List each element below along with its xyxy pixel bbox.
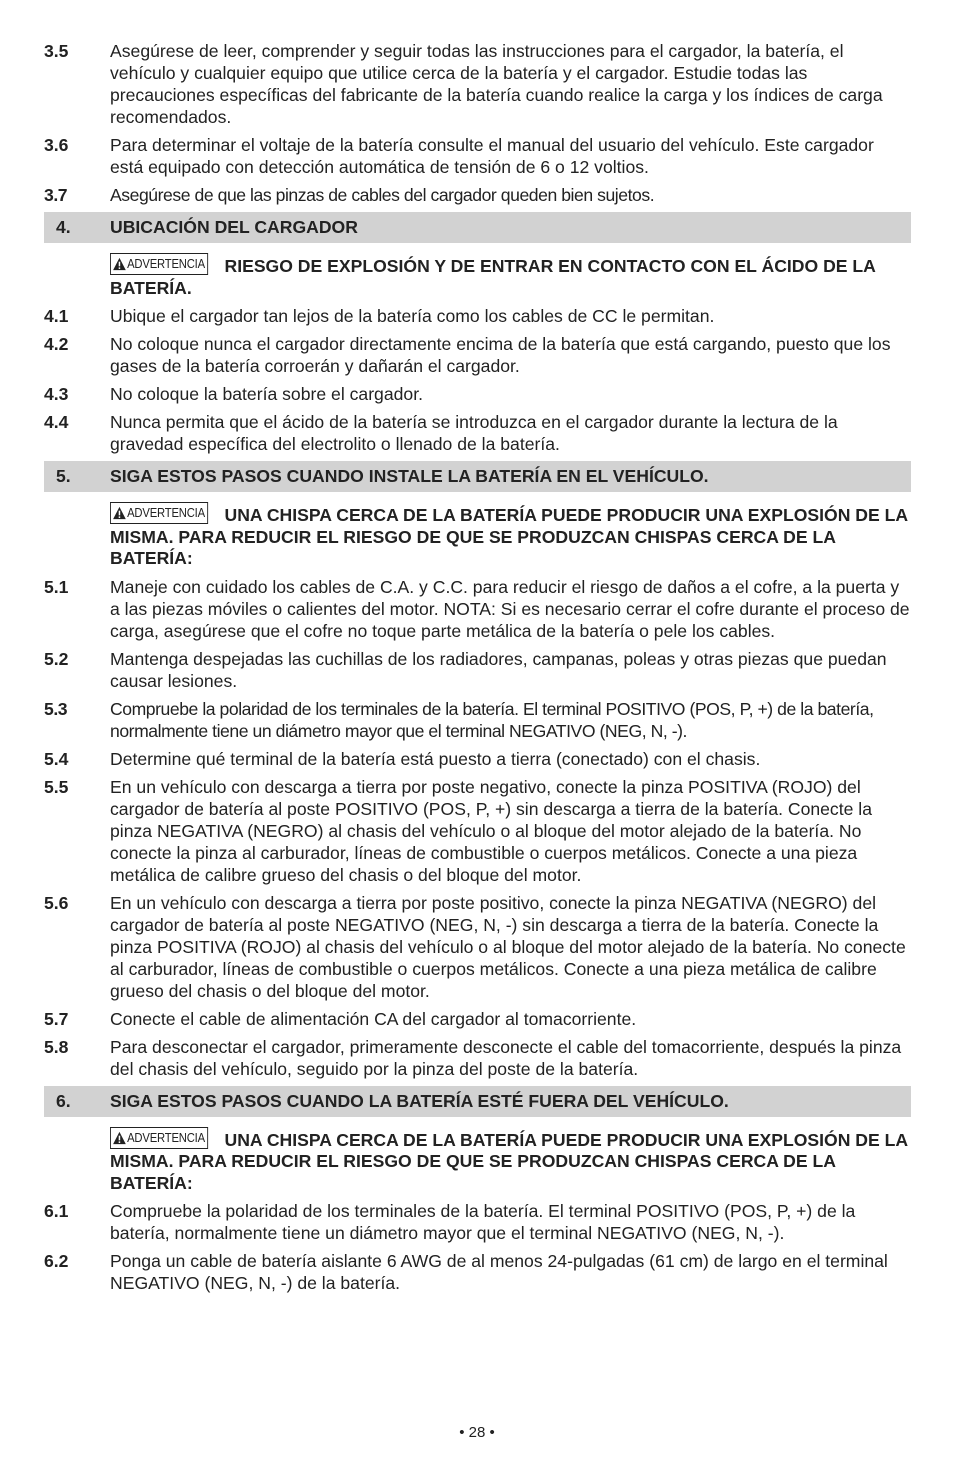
item-number: 5.3 bbox=[44, 698, 68, 719]
section-header bbox=[44, 212, 911, 243]
item-text: No coloque la batería sobre el cargador. bbox=[110, 384, 423, 404]
badge-label: ADVERTENCIA bbox=[127, 506, 205, 520]
section-header bbox=[44, 461, 911, 492]
list-item bbox=[44, 1036, 911, 1080]
advertencia-badge bbox=[110, 502, 209, 524]
item-text: Asegúrese de leer, comprender y seguir todas las instrucciones para el cargador, la batería, el vehículo y cualquier equipo que utilice cerca de la batería y el cargador. Estudie todas las precauciones específicas del fabricante de la batería cuando realice la carga y los índices de carga recomendados. bbox=[110, 41, 883, 127]
section-header bbox=[44, 1086, 911, 1117]
item-text: Conecte el cable de alimentación CA del cargador al tomacorriente. bbox=[110, 1008, 637, 1029]
warning-block bbox=[110, 1127, 911, 1195]
list-item bbox=[44, 576, 911, 642]
item-number: 5.2 bbox=[44, 648, 69, 669]
list-item bbox=[44, 184, 911, 206]
item-text: Para determinar el voltaje de la batería consulte el manual del usuario del vehículo. Este cargador está equipado con detección automática de tensión de 6 o 12 voltios. bbox=[110, 135, 874, 177]
warning-triangle-icon bbox=[113, 1131, 127, 1145]
item-number: 6.1 bbox=[44, 1201, 69, 1221]
list-item bbox=[44, 748, 911, 770]
badge-label: ADVERTENCIA bbox=[127, 1130, 205, 1145]
list-item bbox=[44, 40, 911, 128]
item-text: Maneje con cuidado los cables de C.A. y C.C. para reducir el riesgo de daños a el cofre, a la puerta y a las piezas móviles o calientes del motor. NOTA: Si es necesario cerrar el cofre durante el proceso de carga, asegúrese que el cofre no toque parte metálica de la batería o pele los cables. bbox=[110, 576, 910, 641]
section-title: SIGA ESTOS PASOS CUANDO LA BATERÍA ESTÉ FUERA DEL VEHÍCULO. bbox=[110, 1090, 729, 1111]
warning-text: UNA CHISPA CERCA DE LA BATERÍA PUEDE PRODUCIR UNA EXPLOSIÓN DE LA MISMA. PARA REDUCIR EL RIESGO DE QUE SE PRODUZCAN CHISPAS CERCA DE LA BATERÍA: bbox=[110, 505, 908, 568]
warning-text: RIESGO DE EXPLOSIÓN Y DE ENTRAR EN CONTACTO CON EL ÁCIDO DE LA BATERÍA. bbox=[110, 256, 876, 298]
manual-page bbox=[44, 40, 911, 1300]
item-text: Determine qué terminal de la batería está puesto a tierra (conectado) con el chasis. bbox=[110, 748, 761, 769]
list-item bbox=[44, 892, 911, 1002]
section-number: 4. bbox=[56, 217, 71, 237]
item-number: 5.8 bbox=[44, 1036, 69, 1057]
warning-text: UNA CHISPA CERCA DE LA BATERÍA PUEDE PRODUCIR UNA EXPLOSIÓN DE LA MISMA. PARA REDUCIR EL RIESGO DE QUE SE PRODUZCAN CHISPAS CERCA DE LA BATERÍA: bbox=[110, 1129, 908, 1193]
warning-triangle-icon bbox=[113, 257, 127, 271]
item-text: Compruebe la polaridad de los terminales de la batería. El terminal POSITIVO (POS, P, +) de la batería, normalmente tiene un diámetro mayor que el terminal NEGATIVO (NEG, N, -). bbox=[110, 698, 874, 741]
warning-block bbox=[110, 502, 911, 570]
list-item bbox=[44, 648, 911, 692]
item-text: No coloque nunca el cargador directamente encima de la batería que está cargando, puesto que los gases de la batería corroerán y dañarán el cargador. bbox=[110, 334, 891, 376]
list-item bbox=[44, 1008, 911, 1030]
item-number: 5.4 bbox=[44, 748, 69, 769]
badge-label: ADVERTENCIA bbox=[127, 257, 205, 271]
item-text: Asegúrese de que las pinzas de cables del cargador queden bien sujetos. bbox=[110, 185, 655, 205]
item-text: Nunca permita que el ácido de la batería se introduzca en el cargador durante la lectura de la gravedad específica del electrolito o llenado de la batería. bbox=[110, 412, 838, 454]
list-item bbox=[44, 383, 911, 405]
list-item bbox=[44, 333, 911, 377]
advertencia-badge bbox=[110, 1127, 209, 1149]
warning-triangle-icon bbox=[113, 506, 127, 520]
list-item bbox=[44, 776, 911, 886]
item-text: Mantenga despejadas las cuchillas de los radiadores, campanas, poleas y otras piezas que puedan causar lesiones. bbox=[110, 648, 887, 691]
warning-block bbox=[110, 253, 911, 299]
item-number: 4.1 bbox=[44, 306, 69, 326]
item-number: 5.7 bbox=[44, 1008, 69, 1029]
list-item bbox=[44, 698, 911, 742]
item-number: 5.6 bbox=[44, 892, 69, 913]
list-item bbox=[44, 305, 911, 327]
item-number: 3.5 bbox=[44, 41, 69, 61]
item-number: 5.1 bbox=[44, 576, 69, 597]
item-number: 4.3 bbox=[44, 384, 69, 404]
item-text: Ponga un cable de batería aislante 6 AWG de al menos 24-pulgadas (61 cm) de largo en el terminal NEGATIVO (NEG, N, -) de la batería. bbox=[110, 1251, 888, 1293]
item-text: Para desconectar el cargador, primeramente desconecte el cable del tomacorriente, después la pinza del chasis del vehículo, seguido por la pinza del poste de la batería. bbox=[110, 1036, 902, 1079]
section-number: 5. bbox=[56, 466, 71, 486]
item-text: Ubique el cargador tan lejos de la batería como los cables de CC le permitan. bbox=[110, 306, 715, 326]
advertencia-badge bbox=[110, 253, 209, 275]
section-title: UBICACIÓN DEL CARGADOR bbox=[110, 217, 358, 237]
list-item bbox=[44, 134, 911, 178]
item-number: 6.2 bbox=[44, 1251, 69, 1271]
list-item bbox=[44, 1200, 911, 1244]
list-item bbox=[44, 1250, 911, 1294]
item-text: Compruebe la polaridad de los terminales de la batería. El terminal POSITIVO (POS, P, +) de la batería, normalmente tiene un diámetro mayor que el terminal NEGATIVO (NEG, N, -). bbox=[110, 1201, 856, 1243]
item-number: 5.5 bbox=[44, 776, 69, 797]
item-number: 4.4 bbox=[44, 412, 69, 432]
item-number: 3.6 bbox=[44, 135, 69, 155]
section-number: 6. bbox=[56, 1090, 71, 1111]
item-text: En un vehículo con descarga a tierra por poste negativo, conecte la pinza POSITIVA (ROJO) del cargador de batería al poste POSITIVO (POS, P, +) sin descarga a tierra de la batería. Conecte la pinza NEGATIVA (NEGRO) al chasis del vehículo o al bloque del motor alejado de la batería. No conecte la pinza al carburador, líneas de combustible o cuerpos metálicos. Conecte a una pieza metálica de calibre grueso del chasis o del bloque del motor. bbox=[110, 776, 872, 885]
item-text: En un vehículo con descarga a tierra por poste positivo, conecte la pinza NEGATIVA (NEGRO) del cargador de batería al poste NEGATIVO (NEG, N, -) sin descarga a tierra de la batería. Conecte la pinza POSITIVA (ROJO) al chasis del vehículo o al bloque del motor alejado de la batería. No conecte al carburador, líneas de combustible o cuerpos metálicos. Conecte a una pieza metálica de calibre grueso del chasis o del bloque del motor. bbox=[110, 892, 906, 1001]
item-number: 3.7 bbox=[44, 185, 68, 205]
item-number: 4.2 bbox=[44, 334, 69, 354]
section-title: SIGA ESTOS PASOS CUANDO INSTALE LA BATERÍA EN EL VEHÍCULO. bbox=[110, 466, 709, 486]
page-number: • 28 • bbox=[459, 1424, 495, 1441]
list-item bbox=[44, 411, 911, 455]
